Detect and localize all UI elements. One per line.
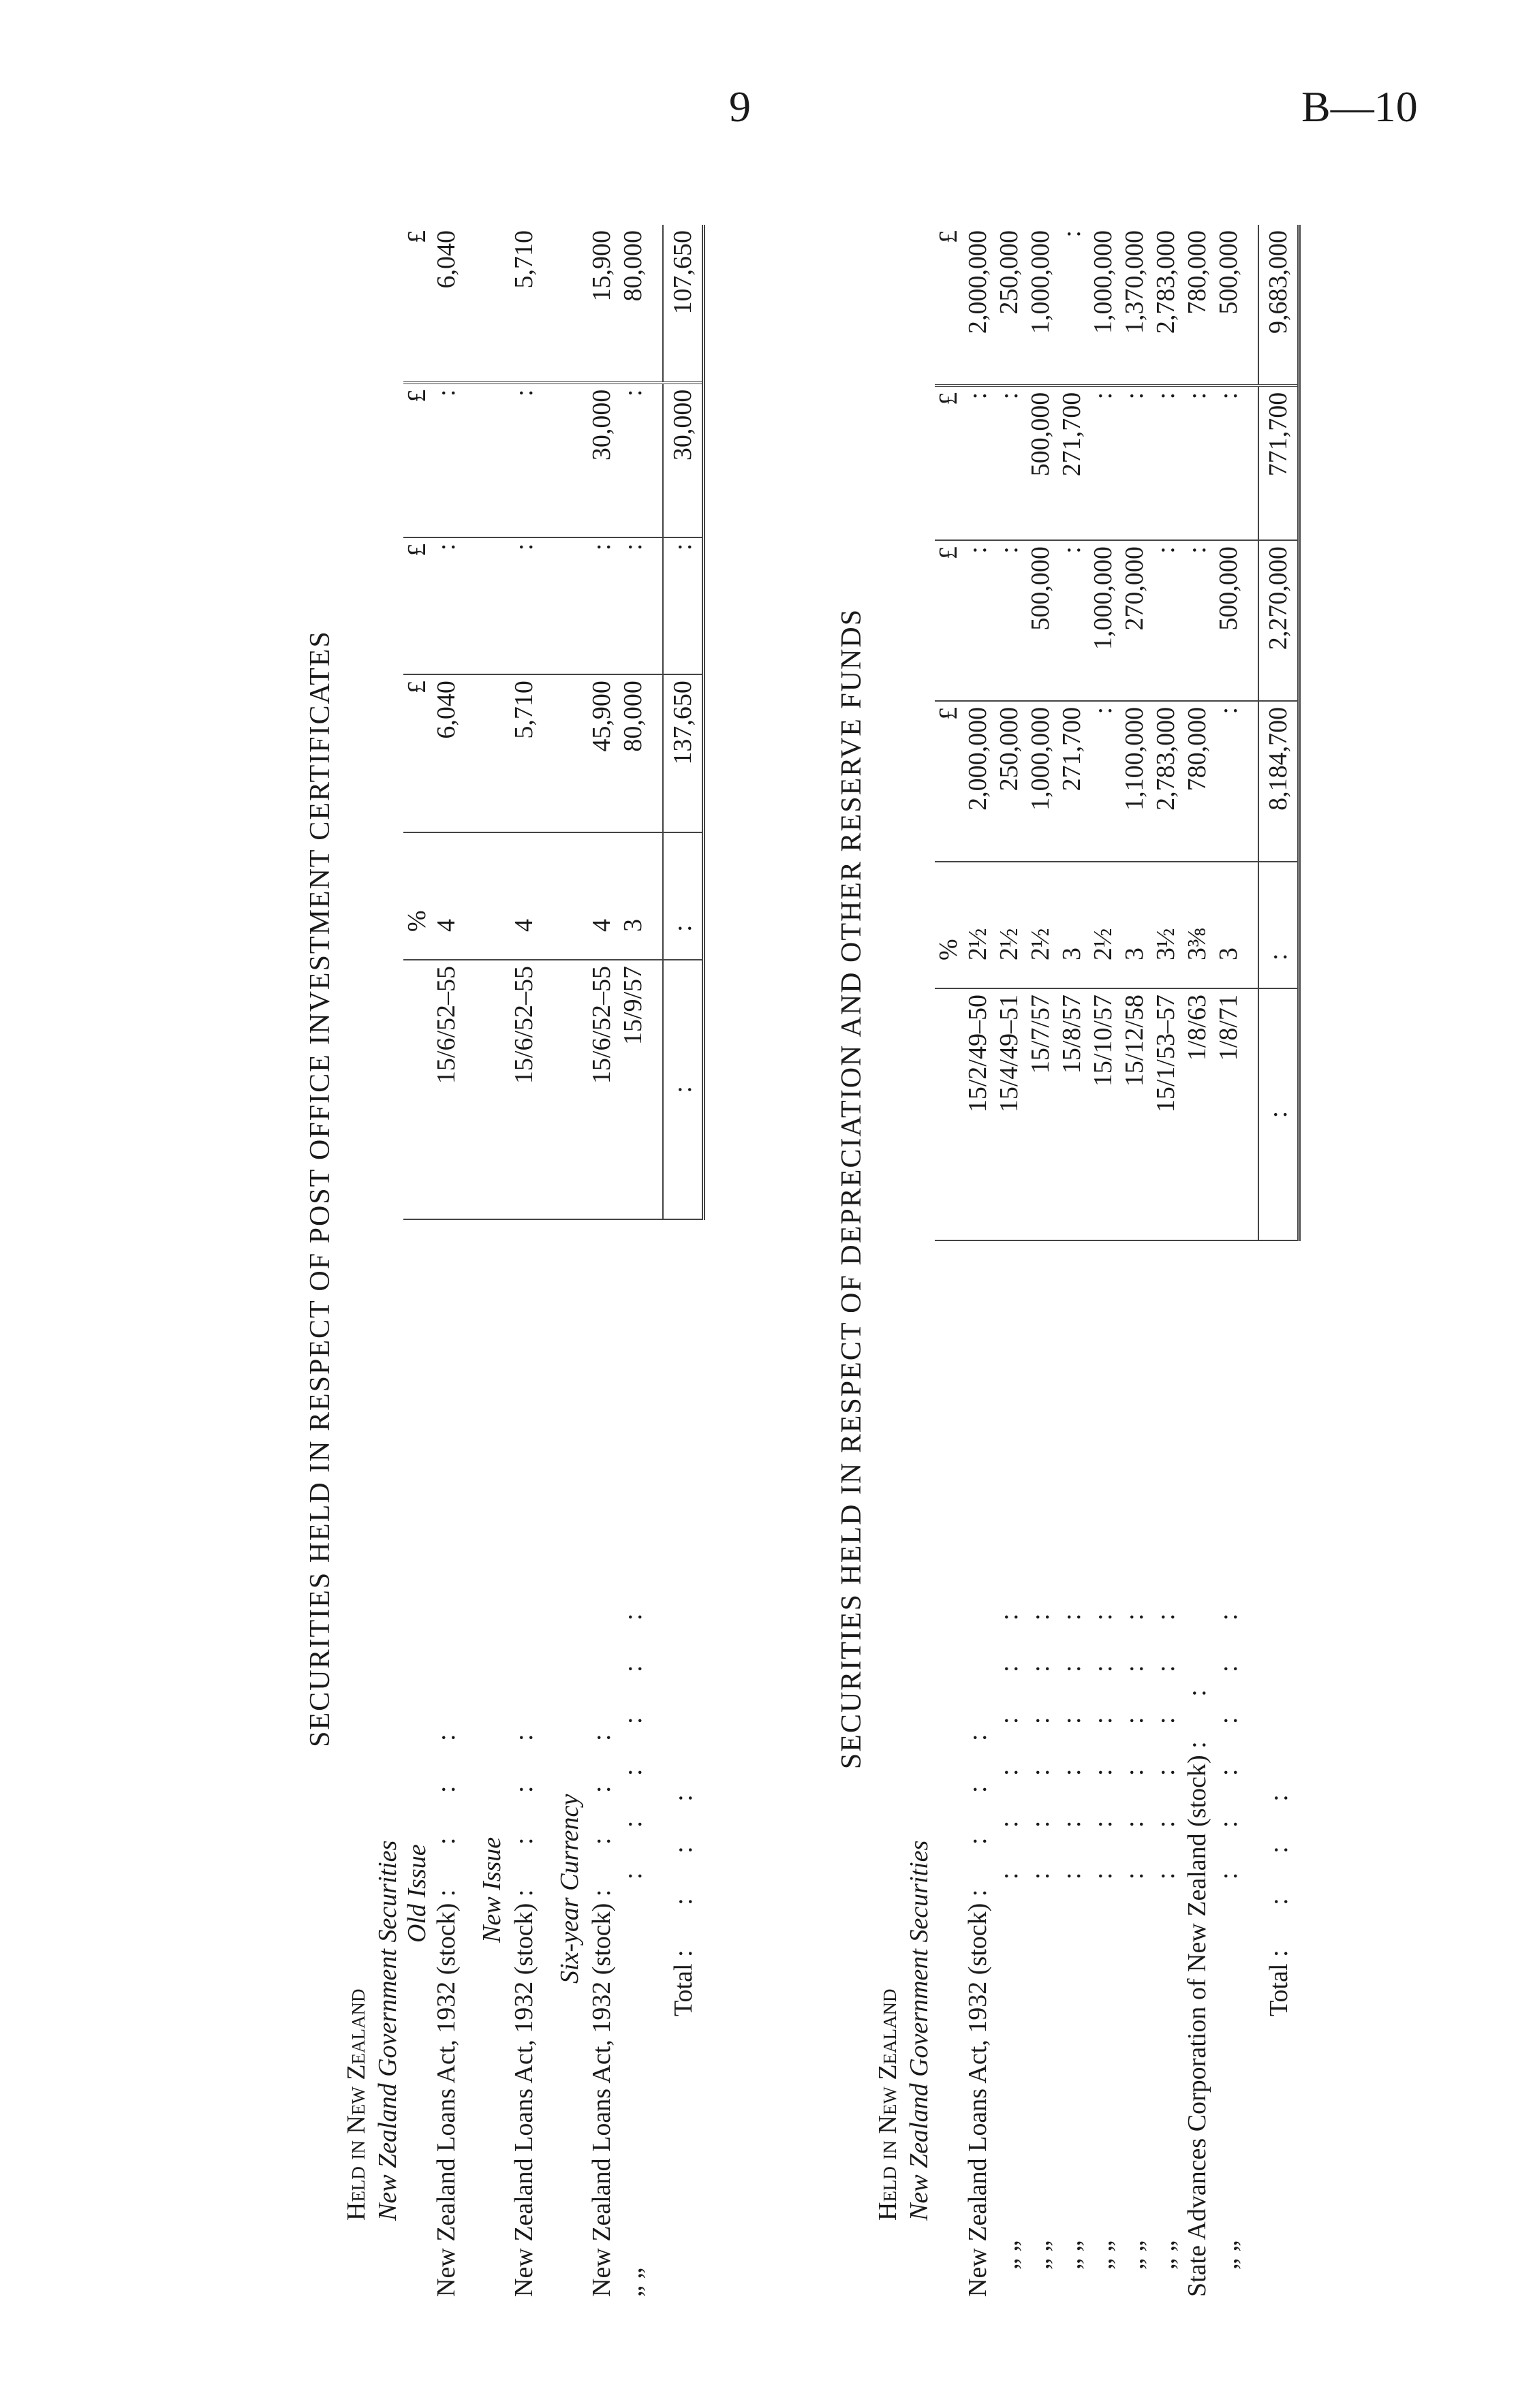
row-c1: 5,710 xyxy=(508,674,540,832)
leader-dots: : : xyxy=(1183,1670,1211,1749)
row-date: 15/6/52–55 xyxy=(431,960,462,1219)
group-heading: Old Issue xyxy=(403,1844,431,1943)
row-rate: 3½ xyxy=(1150,862,1181,988)
row-c2: 500,000 xyxy=(1025,540,1056,701)
row-rate: 4 xyxy=(508,832,540,960)
group-heading-row xyxy=(476,225,508,2302)
table2-body xyxy=(962,225,1244,2302)
row-rate: 3 xyxy=(1213,862,1244,988)
page-reference: B—10 xyxy=(1301,82,1418,131)
table1-title: SECURITIES HELD IN RESPECT OF POST OFFICE INVESTMENT CERTIFICATES xyxy=(305,630,336,1747)
row-description: New Zealand Loans Act, 1932 (stock) xyxy=(510,1903,538,2297)
group-heading-row xyxy=(553,225,586,2302)
row-c2: : xyxy=(1181,540,1213,701)
table-row xyxy=(586,225,617,2302)
unit-c3: £ xyxy=(935,386,962,540)
table-row xyxy=(1119,225,1150,2302)
row-c3: : xyxy=(431,383,462,537)
table-row xyxy=(1150,225,1181,2302)
unit-c3: £ xyxy=(403,383,431,537)
row-rate: 3 xyxy=(617,832,649,960)
row-description: „ „ xyxy=(1120,2240,1149,2270)
row-date: 15/4/49–51 xyxy=(993,988,1025,1240)
total-date: : xyxy=(1258,988,1299,1240)
row-description: „ „ xyxy=(1214,2240,1243,2270)
total-c3: 771,700 xyxy=(1258,386,1299,540)
row-c3: : xyxy=(1087,386,1119,540)
total-c2: : xyxy=(663,537,704,674)
leader-dots: : : : : : : xyxy=(1214,1594,1243,1880)
total-c1: 8,184,700 xyxy=(1258,701,1299,862)
table-row xyxy=(1025,225,1056,2302)
total-c1: 137,650 xyxy=(663,674,704,832)
row-c4: 5,710 xyxy=(508,225,540,383)
leader-dots: : : : : xyxy=(432,1715,461,1897)
row-description: „ „ xyxy=(1026,2240,1055,2270)
rotated-page-content xyxy=(300,225,1390,2302)
row-description: New Zealand Loans Act, 1932 (stock) xyxy=(963,1903,992,2297)
unit-c4: £ xyxy=(935,225,962,386)
row-c4: 500,000 xyxy=(1213,225,1244,386)
row-c1: 6,040 xyxy=(431,674,462,832)
table-row xyxy=(1056,225,1087,2302)
row-rate: 3 xyxy=(1119,862,1150,988)
unit-c4: £ xyxy=(403,225,431,383)
total-rate: : xyxy=(1258,862,1299,988)
table-row xyxy=(1087,225,1119,2302)
total-label: Total xyxy=(668,1963,698,2016)
row-c1: : xyxy=(1213,701,1244,862)
row-c2: : xyxy=(617,537,649,674)
row-c1: 2,000,000 xyxy=(962,701,993,862)
row-c4: 15,900 xyxy=(586,225,617,383)
row-c2: 500,000 xyxy=(1213,540,1244,701)
row-description: „ „ xyxy=(1151,2240,1180,2270)
row-c1: 80,000 xyxy=(617,674,649,832)
row-description: New Zealand Loans Act, 1932 (stock) xyxy=(587,1903,616,2297)
row-c2: : xyxy=(962,540,993,701)
group-heading: New Issue xyxy=(478,1836,506,1943)
row-date: 1/8/63 xyxy=(1181,988,1213,1240)
post-office-section xyxy=(300,225,705,2302)
unit-c2: £ xyxy=(403,537,431,674)
units-row xyxy=(935,225,962,2302)
reserve-funds-section xyxy=(831,225,1301,2302)
table2-securities-heading: New Zealand Government Securities xyxy=(905,1840,933,2221)
row-date: 15/6/52–55 xyxy=(508,960,540,1219)
row-date: 1/8/71 xyxy=(1213,988,1244,1240)
row-date: 15/9/57 xyxy=(617,960,649,1219)
table2-title: SECURITIES HELD IN RESPECT OF DEPRECIATION AND OTHER RESERVE FUNDS xyxy=(836,608,867,1770)
leader-dots: : : : : xyxy=(1264,1775,1293,1957)
leader-dots: : : : : : : xyxy=(1026,1594,1055,1880)
row-c1: 45,900 xyxy=(586,674,617,832)
group-heading: Six-year Currency xyxy=(555,1794,584,1984)
leader-dots: : : : : xyxy=(587,1715,616,1897)
row-rate: 2½ xyxy=(1025,862,1056,988)
row-c2: : xyxy=(1150,540,1181,701)
row-description: „ „ xyxy=(1089,2240,1117,2270)
row-c3: 30,000 xyxy=(586,383,617,537)
row-c3: 500,000 xyxy=(1025,386,1056,540)
row-c4: 780,000 xyxy=(1181,225,1213,386)
unit-rate: % xyxy=(403,832,431,960)
row-rate: 3⅜ xyxy=(1181,862,1213,988)
row-c3: : xyxy=(1213,386,1244,540)
row-c3: : xyxy=(1119,386,1150,540)
total-rate: : xyxy=(663,832,704,960)
leader-dots: : : : : : : xyxy=(1057,1594,1086,1880)
leader-dots: : : : : : : xyxy=(1151,1594,1180,1880)
row-rate: 4 xyxy=(586,832,617,960)
total-date: : xyxy=(663,960,704,1219)
table-row xyxy=(962,225,993,2302)
table2 xyxy=(935,225,1301,2302)
row-rate: 3 xyxy=(1056,862,1087,988)
row-c1: 1,000,000 xyxy=(1025,701,1056,862)
unit-c1: £ xyxy=(403,674,431,832)
row-c4: 80,000 xyxy=(617,225,649,383)
row-c3: : xyxy=(1181,386,1213,540)
row-c4: 1,000,000 xyxy=(1025,225,1056,386)
row-c4: 2,000,000 xyxy=(962,225,993,386)
row-date: 15/8/57 xyxy=(1056,988,1087,1240)
total-row xyxy=(663,225,704,2302)
row-c1: 1,100,000 xyxy=(1119,701,1150,862)
row-c2: : xyxy=(586,537,617,674)
table-row xyxy=(993,225,1025,2302)
row-c4: 2,783,000 xyxy=(1150,225,1181,386)
total-c2: 2,270,000 xyxy=(1258,540,1299,701)
table1 xyxy=(403,225,705,2302)
row-c2: : xyxy=(508,537,540,674)
row-rate: 2½ xyxy=(962,862,993,988)
row-c2: : xyxy=(431,537,462,674)
row-c4: 250,000 xyxy=(993,225,1025,386)
table-row xyxy=(1213,225,1244,2302)
table-row xyxy=(508,225,540,2302)
total-c4: 107,650 xyxy=(663,225,704,383)
row-date: 15/7/57 xyxy=(1025,988,1056,1240)
row-c2: : xyxy=(993,540,1025,701)
table1-securities-heading: New Zealand Government Securities xyxy=(373,1840,402,2221)
row-description: „ „ xyxy=(995,2240,1023,2270)
row-description: New Zealand Loans Act, 1932 (stock) xyxy=(432,1903,461,2297)
leader-dots: : : : : : : xyxy=(1120,1594,1149,1880)
leader-dots: : : : : : : xyxy=(619,1594,647,1880)
row-c2: 1,000,000 xyxy=(1087,540,1119,701)
row-date: 15/6/52–55 xyxy=(586,960,617,1219)
row-c4: : xyxy=(1056,225,1087,386)
table-row xyxy=(1181,225,1213,2302)
total-c3: 30,000 xyxy=(663,383,704,537)
table-row xyxy=(431,225,462,2302)
table-row xyxy=(617,225,649,2302)
row-c3: : xyxy=(508,383,540,537)
table2-held-in: Held in New Zealand xyxy=(873,1988,902,2221)
row-c3: : xyxy=(993,386,1025,540)
total-row xyxy=(1258,225,1299,2302)
row-c4: 1,000,000 xyxy=(1087,225,1119,386)
row-date: 15/12/58 xyxy=(1119,988,1150,1240)
leader-dots: : : : : xyxy=(963,1715,992,1897)
units-row xyxy=(403,225,431,2302)
row-date: 15/2/49–50 xyxy=(962,988,993,1240)
row-description: State Advances Corporation of New Zealand (stock) xyxy=(1183,1755,1211,2297)
leader-dots: : : : : xyxy=(510,1715,538,1897)
row-c3: : xyxy=(1150,386,1181,540)
unit-c1: £ xyxy=(935,701,962,862)
page-number: 9 xyxy=(729,82,751,131)
leader-dots: : : : : : : xyxy=(1089,1594,1117,1880)
unit-rate: % xyxy=(935,862,962,988)
row-c1: 2,783,000 xyxy=(1150,701,1181,862)
total-label: Total xyxy=(1264,1963,1293,2016)
row-c3: 271,700 xyxy=(1056,386,1087,540)
row-date: 15/1/53–57 xyxy=(1150,988,1181,1240)
table1-held-in: Held in New Zealand xyxy=(342,1988,371,2221)
row-date: 15/10/57 xyxy=(1087,988,1119,1240)
row-c1: 250,000 xyxy=(993,701,1025,862)
row-description: „ „ xyxy=(1057,2240,1086,2270)
row-c1: : xyxy=(1087,701,1119,862)
row-rate: 2½ xyxy=(1087,862,1119,988)
row-c3: : xyxy=(962,386,993,540)
row-c3: : xyxy=(617,383,649,537)
row-c2: : xyxy=(1056,540,1087,701)
row-c1: 780,000 xyxy=(1181,701,1213,862)
row-rate: 2½ xyxy=(993,862,1025,988)
row-rate: 4 xyxy=(431,832,462,960)
row-description: „ „ xyxy=(619,2267,647,2297)
row-c1: 271,700 xyxy=(1056,701,1087,862)
leader-dots: : : : : : : xyxy=(995,1594,1023,1880)
leader-dots: : : : : xyxy=(668,1775,698,1957)
row-c4: 1,370,000 xyxy=(1119,225,1150,386)
unit-c2: £ xyxy=(935,540,962,701)
row-c4: 6,040 xyxy=(431,225,462,383)
row-c2: 270,000 xyxy=(1119,540,1150,701)
total-c4: 9,683,000 xyxy=(1258,225,1299,386)
